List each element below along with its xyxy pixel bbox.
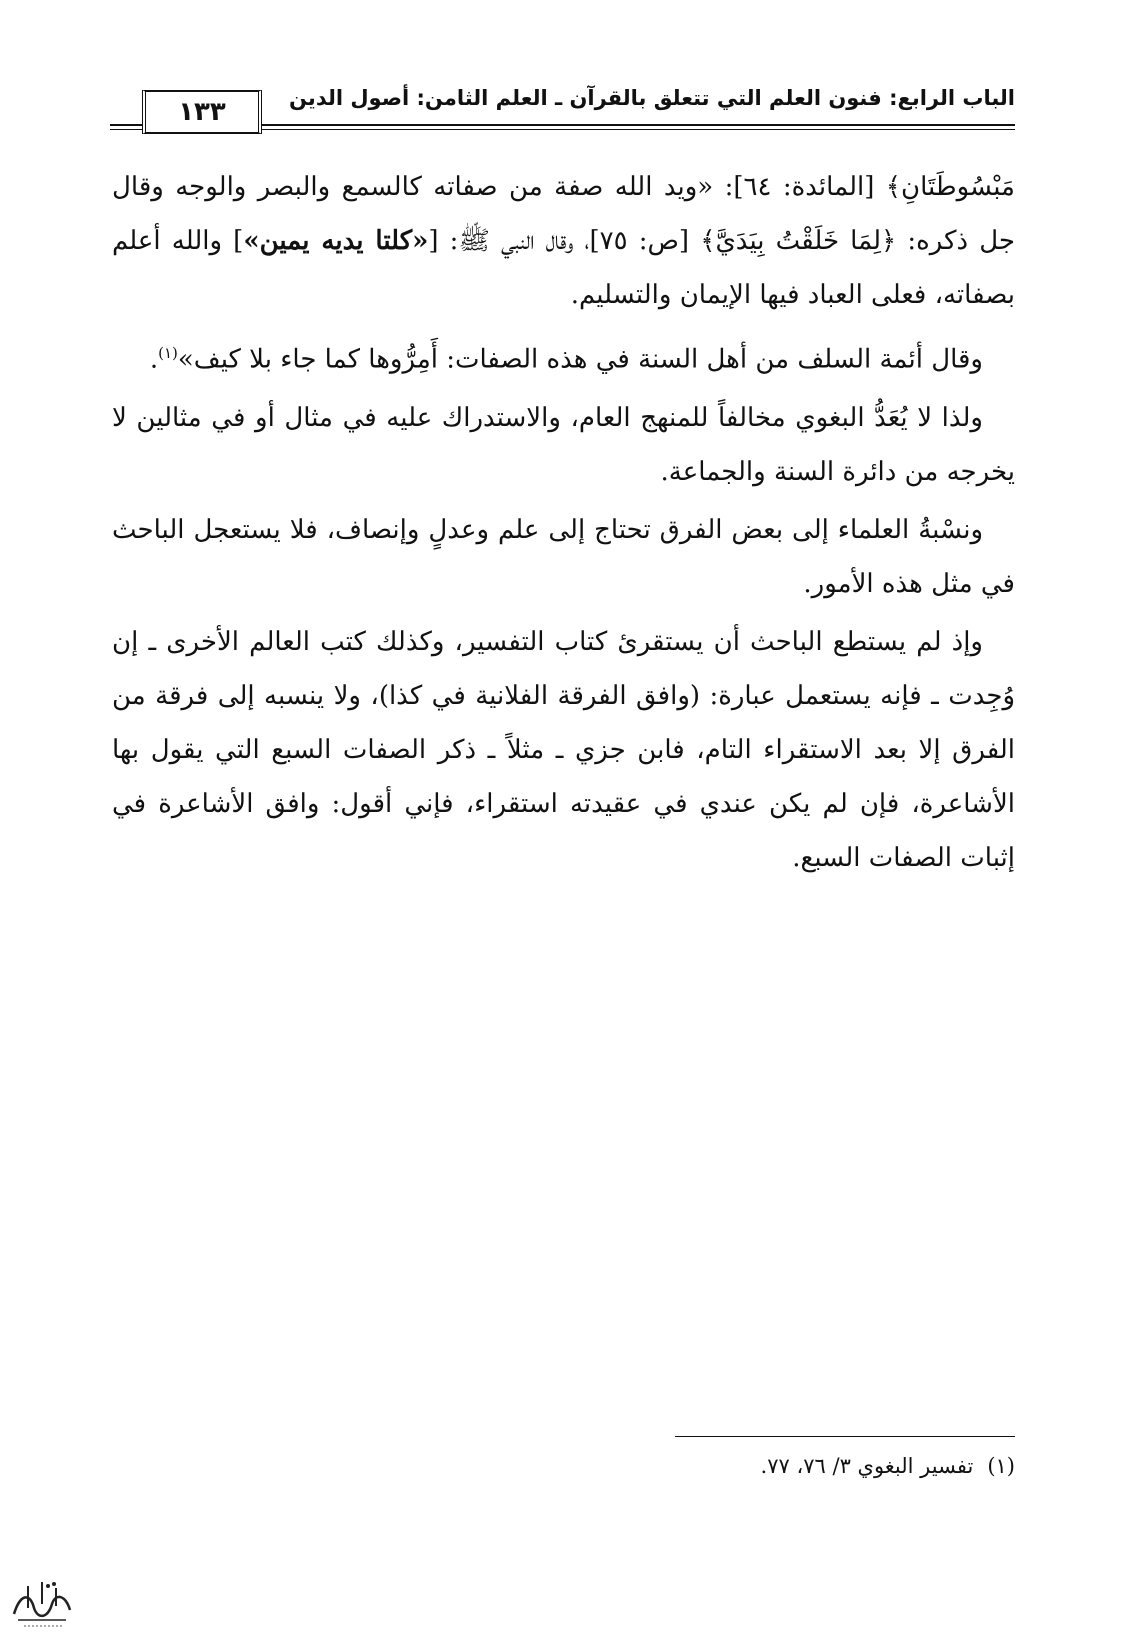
paragraph-text: وقال أئمة السلف من أهل السنة في هذه الصفات: أَمِرُّوها كما جاء بلا كيف»	[177, 344, 983, 375]
hadith-quote: «كلتا يديه يمين»	[243, 226, 429, 256]
publisher-logo	[8, 1574, 78, 1630]
footnote-rule	[675, 1436, 1015, 1437]
running-title: الباب الرابع: فنون العلم التي تتعلق بالقرآن ـ العلم الثامن: أصول الدين	[289, 86, 1015, 110]
footnote-ref[interactable]: (١)	[158, 344, 178, 362]
paragraph-text: ] والله أعلم بصفاته، فعلى العباد فيها الإيمان والتسليم.	[112, 226, 1015, 310]
page-number: ١٣٣	[142, 90, 262, 134]
paragraph	[112, 326, 1015, 387]
paragraph-end: .	[149, 344, 159, 375]
footnote-text: تفسير البغوي ٣/ ٧٦، ٧٧.	[760, 1454, 974, 1478]
paragraph	[112, 160, 1015, 322]
paragraph-text: مَبْسُوطَتَانِ﴾ [المائدة: ٦٤]: «ويد الله صفة من صفاته كالسمع والبصر والوجه وقال جل ذكره: ﴿لِمَا خَلَقْتُ بِيَدَيَّ﴾ [ص: ٧٥]، وقال النبي ﷺ: [	[112, 172, 1015, 256]
footnote-number: (١)	[987, 1454, 1015, 1478]
logo-icon	[8, 1574, 78, 1630]
page-header	[110, 80, 1015, 140]
paragraph: وإذ لم يستطع الباحث أن يستقرئ كتاب التفسير، وكذلك كتب العالم الأخرى ـ إن وُجِدت ـ فإنه يستعمل عبارة: (وافق الفرقة الفلانية في كذا)، ولا ينسبه إلى فرقة من الفرق إلا بعد الاستقراء التام، فابن جزي ـ مثلاً ـ ذكر الصفات السبع التي يقول بها الأشاعرة، فإن لم يكن عندي في عقيدته استقراء، فإني أقول: وافق الأشاعرة في إثبات الصفات السبع.	[112, 626, 1015, 873]
footnote	[400, 1450, 1015, 1482]
body-text	[112, 160, 1015, 889]
paragraph: ونسْبةُ العلماء إلى بعض الفرق تحتاج إلى علم وعدلٍ وإنصاف، فلا يستعجل الباحث في مثل هذه الأمور.	[112, 514, 1015, 599]
paragraph: ولذا لا يُعَدُّ البغوي مخالفاً للمنهج العام، والاستدراك عليه في مثال أو في مثالين لا يخرجه من دائرة السنة والجماعة.	[112, 402, 1015, 487]
